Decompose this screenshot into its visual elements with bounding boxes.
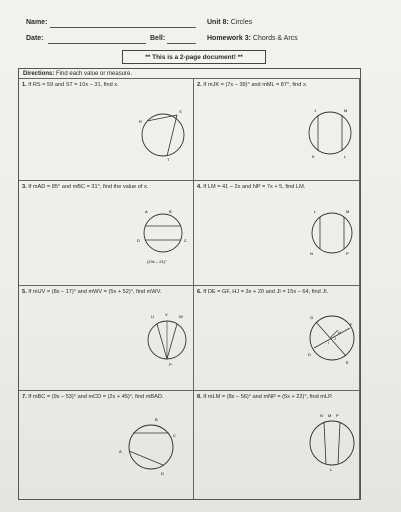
unit-title xyxy=(207,19,252,26)
svg-text:J: J xyxy=(314,108,316,113)
svg-text:V: V xyxy=(165,312,168,317)
unit-topic: Circles xyxy=(230,19,253,26)
svg-text:J: J xyxy=(334,337,336,341)
directions-label: Directions: xyxy=(23,71,55,77)
date-label: Date: xyxy=(26,35,44,42)
problem-grid xyxy=(18,68,361,500)
problem-2-figure xyxy=(304,101,356,161)
svg-text:B: B xyxy=(169,209,172,214)
svg-text:M: M xyxy=(344,108,348,113)
svg-text:S: S xyxy=(179,109,182,114)
svg-text:L: L xyxy=(330,467,333,472)
svg-text:R: R xyxy=(139,119,142,124)
homework-topic: Chords & Arcs xyxy=(252,35,298,42)
svg-text:F: F xyxy=(350,322,353,327)
problem-8-text: 8. If mLM = (8x – 56)° and mNP = (5x + 22)°, find mLP. xyxy=(197,394,333,400)
name-line xyxy=(50,27,196,28)
svg-text:W: W xyxy=(179,314,183,319)
problem-1-figure xyxy=(137,103,189,163)
directions xyxy=(19,69,360,79)
svg-text:U: U xyxy=(151,314,154,319)
svg-text:C: C xyxy=(173,433,176,438)
problem-1-cell xyxy=(19,79,194,181)
problem-3-figure xyxy=(135,197,193,269)
homework-label: Homework 3: xyxy=(207,35,251,42)
problem-3-text: 3. If mAD = 85° and mBC = 31°, find the value of x. xyxy=(22,184,149,190)
svg-text:B: B xyxy=(155,417,158,422)
problem-7-cell xyxy=(19,391,194,499)
problem-6-cell xyxy=(194,286,360,391)
svg-text:N: N xyxy=(310,251,313,256)
svg-text:G: G xyxy=(310,315,314,320)
svg-text:P: P xyxy=(336,413,339,418)
problem-5-cell xyxy=(19,286,194,391)
unit-label: Unit 8: xyxy=(207,19,229,26)
svg-text:L: L xyxy=(344,154,347,159)
directions-text: Find each value or measure. xyxy=(56,71,133,77)
problem-4-text: 4. If LM = 41 – 2x and NP = 7x + 5, find LM. xyxy=(197,184,306,190)
date-line xyxy=(48,43,146,44)
svg-text:I: I xyxy=(328,341,329,345)
svg-text:E: E xyxy=(346,360,349,365)
problem-4-figure xyxy=(302,199,358,261)
svg-text:L: L xyxy=(314,209,317,214)
name-label: Name: xyxy=(26,19,48,26)
problem-4-cell xyxy=(194,181,360,286)
svg-text:D: D xyxy=(308,352,311,357)
problem-1-text: 1. If RS = 59 and ST = 10x – 31, find x. xyxy=(22,82,119,88)
bell-label: Bell: xyxy=(150,35,166,42)
problem-8-cell xyxy=(194,391,360,499)
two-page-notice: ** This is a 2-page document! ** xyxy=(122,50,266,64)
svg-text:T: T xyxy=(167,157,170,162)
problem-6-figure xyxy=(304,304,358,368)
svg-text:A: A xyxy=(145,209,148,214)
svg-text:M: M xyxy=(328,413,332,418)
problem-3-cell xyxy=(19,181,194,286)
svg-text:P: P xyxy=(346,251,349,256)
problem-8-figure xyxy=(304,405,358,475)
svg-text:C: C xyxy=(184,238,187,243)
svg-text:D: D xyxy=(137,238,140,243)
problem-7-figure xyxy=(115,407,183,479)
problem-2-cell xyxy=(194,79,360,181)
svg-text:(13x – 21)°: (13x – 21)° xyxy=(147,259,167,264)
svg-text:D: D xyxy=(161,471,164,476)
homework-title xyxy=(207,35,298,42)
svg-text:M: M xyxy=(346,209,350,214)
svg-text:P: P xyxy=(169,362,172,367)
svg-text:K: K xyxy=(312,154,315,159)
problem-2-text: 2. If mJK = (7x – 39)° and mML = 87°, find x. xyxy=(197,82,308,88)
bell-line xyxy=(167,43,196,44)
svg-text:H: H xyxy=(338,331,341,335)
svg-text:A: A xyxy=(119,449,122,454)
problem-5-text: 5. If mUV = (8x – 17)° and mWV = (5x + 52)°, find mWV. xyxy=(22,289,162,295)
problem-7-text: 7. If mBC = (9x – 53)° and mCD = (2x + 45)°, find mBAD. xyxy=(22,394,164,400)
problem-5-figure xyxy=(145,302,193,374)
svg-text:N: N xyxy=(320,413,323,418)
problem-6-text: 6. If DE = GF, HJ = 3x + 20 and JI = 15x – 64, find JI. xyxy=(197,289,329,295)
